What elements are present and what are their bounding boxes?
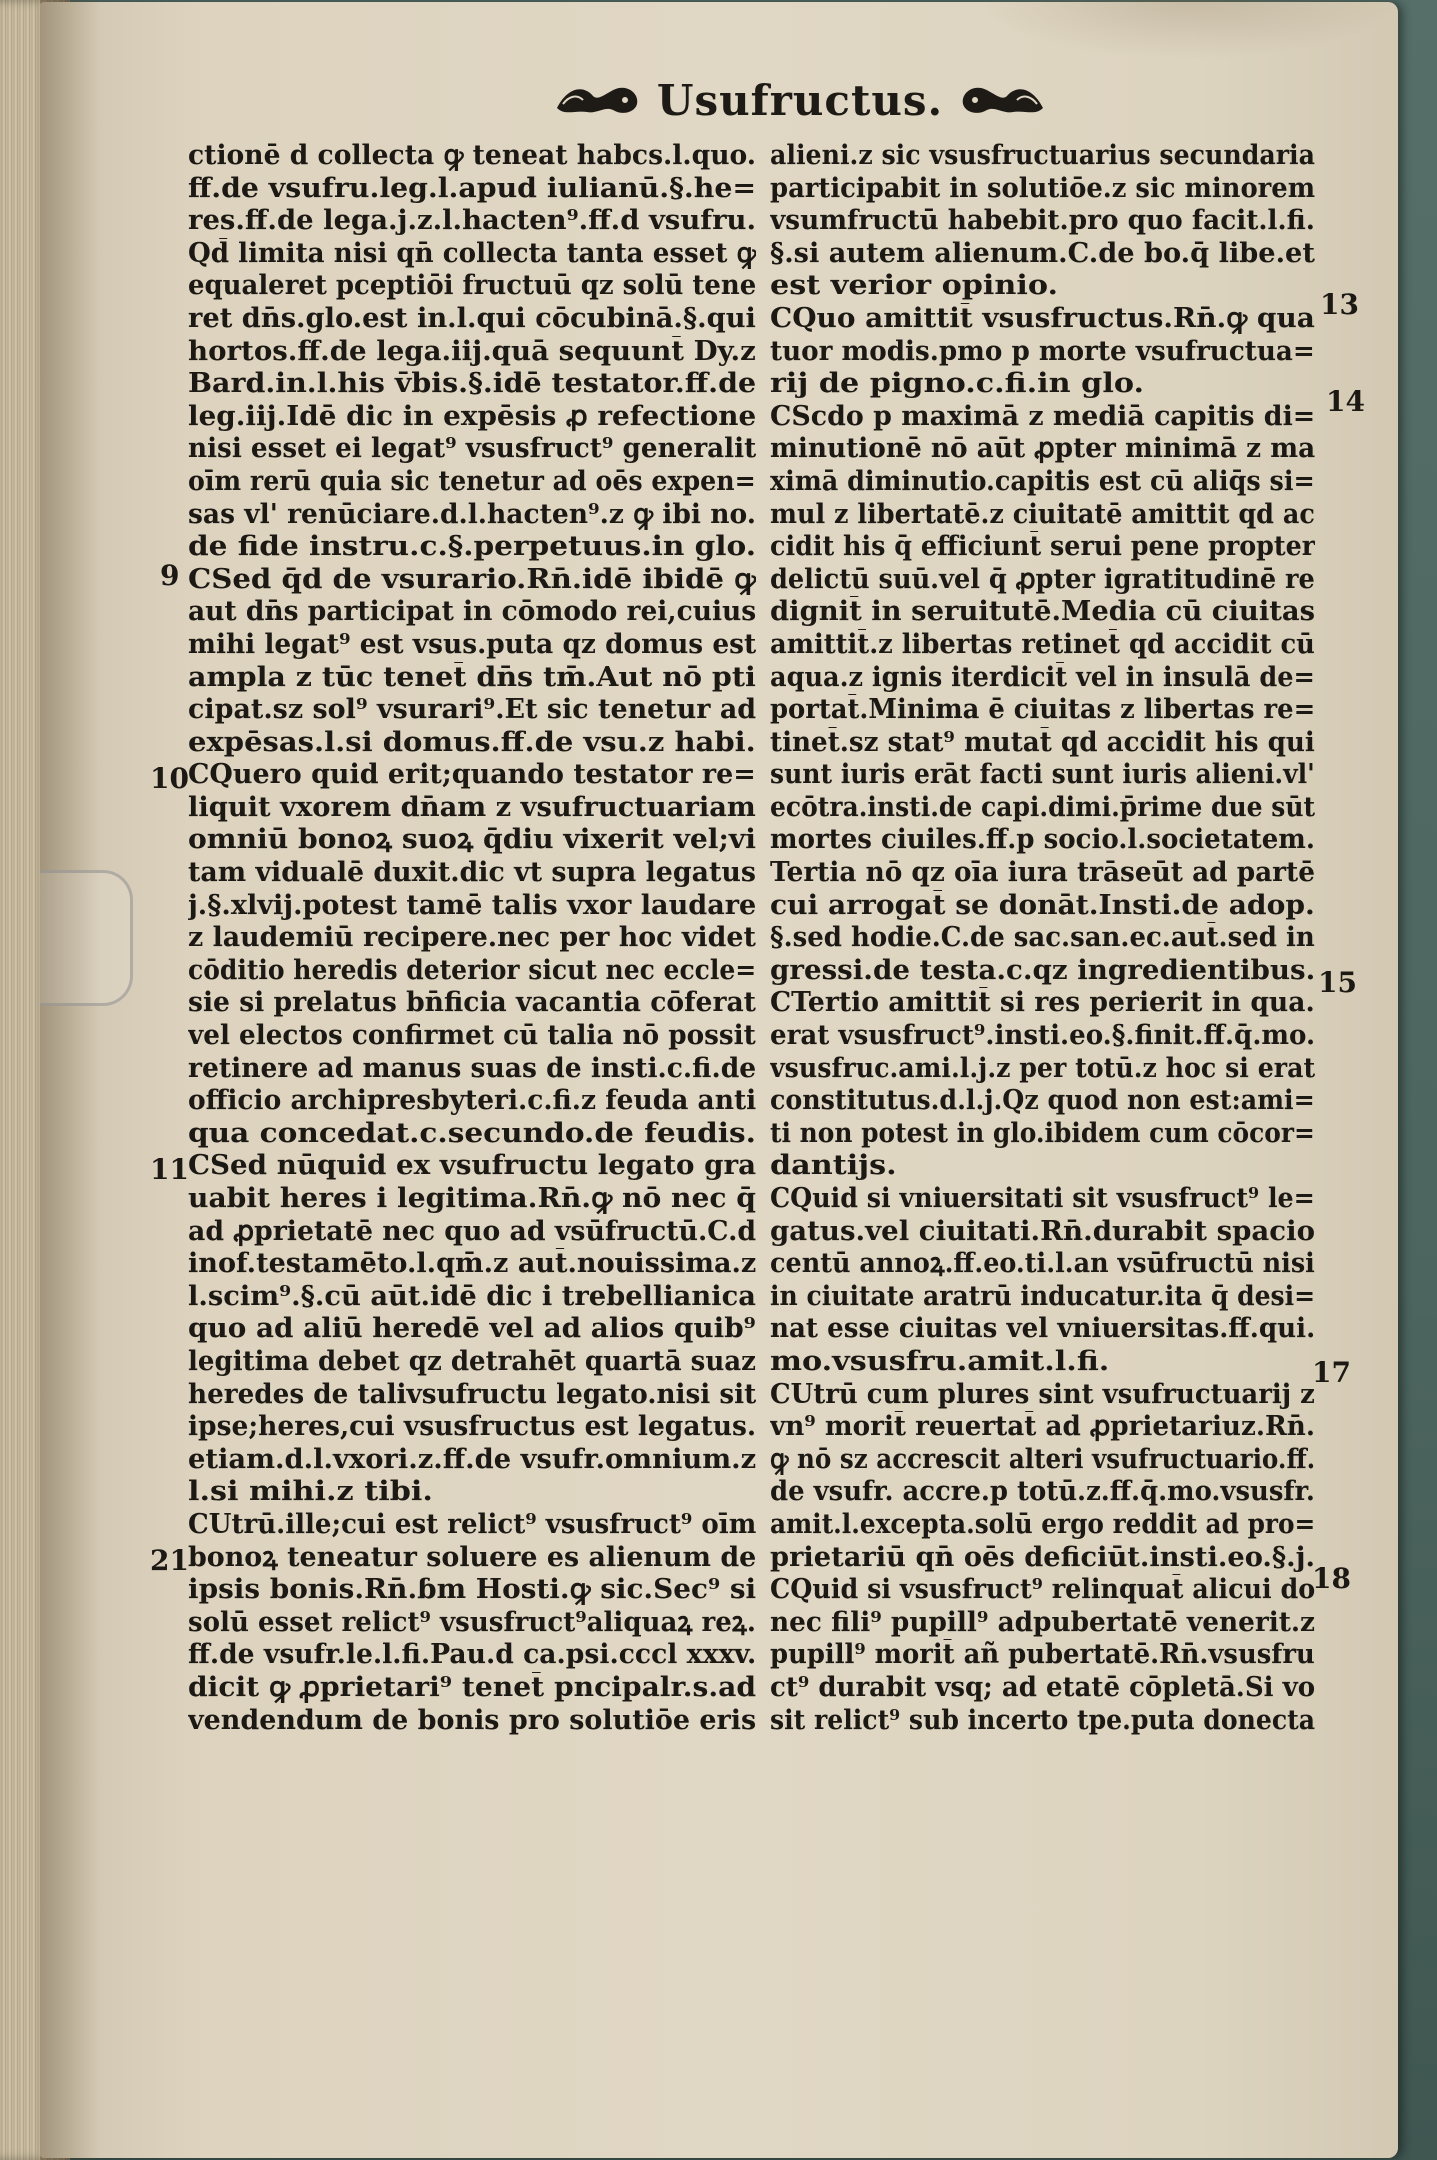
text-line: legitima debet qz detrahēt quartā suaz xyxy=(188,1345,756,1377)
text-line: mihi legat⁹ est vsus.puta qz domus est xyxy=(188,628,756,660)
left-margin-number: 9 xyxy=(160,559,180,592)
page-clip xyxy=(40,870,133,1006)
text-line: participabit in solutiōe.z sic minorem xyxy=(770,172,1315,204)
text-line: in ciuitate aratrū inducatur.ita q̄ desi= xyxy=(770,1280,1315,1312)
text-line: leg.iij.Idē dic in expēsis ꝓ refectione xyxy=(188,400,756,432)
text-line: Qd̄ limita nisi qn̄ collecta tanta esset ꝙ xyxy=(188,237,756,269)
text-line: ct⁹ durabit vsq; ad etatē cōpletā.Si vo xyxy=(770,1671,1315,1703)
text-line: gressi.de testa.c.qz ingredientibus. xyxy=(770,954,1315,986)
text-line: CTertio amittit̄ si res perierit in qua. xyxy=(770,987,1315,1019)
text-line: ti non potest in glo.ibidem cum cōcor= xyxy=(770,1117,1315,1149)
text-line: CQuid si vniuersitati sit vsusfruct⁹ le= xyxy=(770,1183,1315,1214)
left-margin-number: 21 xyxy=(150,1544,189,1577)
text-line: equaleret pceptiōi fructuū qz solū tene xyxy=(188,270,756,302)
text-line: omniū bonoꝝ suoꝝ q̄diu vixerit vel;vi xyxy=(188,824,756,856)
right-margin-number: 17 xyxy=(1312,1356,1351,1389)
text-line: est verior opinio. xyxy=(770,270,1059,302)
text-line: etiam.d.l.vxori.z.ff.de vsufr.omnium.z xyxy=(188,1443,756,1475)
left-margin-number: 10 xyxy=(150,762,189,795)
text-line: prietariū qn̄ oēs deficiūt.insti.eo.§.j. xyxy=(770,1541,1315,1573)
text-line: aqua.z ignis iterdicit̄ vel in insulā de= xyxy=(770,661,1315,693)
text-line: nisi esset ei legat⁹ vsusfruct⁹ generalit xyxy=(188,433,756,465)
paper-stain xyxy=(980,0,1400,60)
right-margin-number: 13 xyxy=(1320,288,1359,321)
text-line: mortes ciuiles.ff.p socio.l.societatem. xyxy=(770,824,1315,856)
text-line: nat esse ciuitas vel vniuersitas.ff.qui. xyxy=(770,1313,1315,1345)
text-line: ampla z tūc tenet̄ dn̄s tm̄.Aut nō pti xyxy=(188,661,756,693)
right-margin-number: 18 xyxy=(1312,1562,1351,1595)
text-line: ꝙ nō sz accrescit alteri vsufructuario.ff. xyxy=(770,1443,1315,1475)
text-line: nec fili⁹ pupill⁹ adpubertatē venerit.z xyxy=(770,1606,1315,1638)
text-line: sas vl' renūciare.d.l.hacten⁹.z ꝙ ibi no. xyxy=(188,498,756,530)
text-line: expēsas.l.si domus.ff.de vsu.z habi. xyxy=(188,726,756,758)
text-line: CQuid si vsusfruct⁹ relinquat̄ alicui do xyxy=(770,1574,1315,1606)
text-line: z laudemiū recipere.nec per hoc videt xyxy=(188,922,756,954)
text-line: officio archipresbyteri.c.fi.z feuda anti xyxy=(188,1085,756,1117)
text-line: amit.l.excepta.solū ergo reddit ad pro= xyxy=(770,1508,1315,1540)
text-line: dicit ꝙ ꝓprietari⁹ tenet̄ pncipalr.s.ad xyxy=(188,1671,756,1703)
text-line: uabit heres i legitima.Rn̄.ꝙ nō nec q̄ xyxy=(188,1183,756,1214)
text-line: CUtrū.ille;cui est relict⁹ vsusfruct⁹ oīm xyxy=(188,1508,756,1540)
text-line: vsumfructū habebit.pro quo facit.l.fi. xyxy=(770,205,1315,237)
text-line: vsusfruc.ami.l.j.z per totū.z hoc si erat xyxy=(770,1052,1315,1084)
text-line: cidit his q̄ efficiunt̄ serui pene propter xyxy=(770,531,1315,563)
text-line: §.si autem alienum.C.de bo.q̄ libe.et xyxy=(770,237,1315,269)
text-line: dantijs. xyxy=(770,1150,897,1182)
text-line: hortos.ff.de lega.iij.quā sequunt̄ Dy.z xyxy=(188,335,756,367)
text-line: CScdo p maximā z mediā capitis di= xyxy=(770,400,1315,432)
text-line: mul z libertatē.z ciuitatē amittit qd ac xyxy=(770,498,1315,530)
right-ornament-icon xyxy=(957,78,1047,122)
text-line: ff.de vsufru.leg.l.apud iulianū.§.he= xyxy=(188,172,756,204)
left-margin-number: 11 xyxy=(150,1153,189,1186)
text-line: centū annoꝝ.ff.eo.ti.l.an vsūfructū nisi xyxy=(770,1248,1315,1280)
gutter-shadow xyxy=(40,0,100,2160)
running-head xyxy=(540,70,1060,130)
text-line: CUtrū cum plures sint vsufructuarij z xyxy=(770,1378,1315,1410)
text-line: ret dn̄s.glo.est in.l.qui cōcubinā.§.qui xyxy=(188,302,756,334)
text-line: Bard.in.l.his v̄bis.§.idē testator.ff.de xyxy=(188,368,756,400)
text-line: cōditio heredis deterior sicut nec eccle= xyxy=(188,954,756,986)
text-line: cui arrogat̄ se donāt.Insti.de adop. xyxy=(770,889,1315,921)
text-line: dignit̄ in seruitutē.Media cū ciuitas xyxy=(770,596,1315,628)
text-line: minutionē nō aūt ꝓpter minimā z ma xyxy=(770,433,1315,465)
text-line: de vsufr. accre.p totū.z.ff.q̄.mo.vsusfr. xyxy=(770,1476,1315,1508)
text-line: j.§.xlvij.potest tamē talis vxor laudare xyxy=(188,889,756,921)
text-line: sit relict⁹ sub incerto tpe.puta donecta xyxy=(770,1704,1315,1736)
text-line: delictū suū.vel q̄ ꝓpter igratitudinē re xyxy=(770,563,1315,595)
text-line: ad ꝓprietatē nec quo ad vsūfructū.C.d xyxy=(188,1215,756,1247)
text-line: solū esset relict⁹ vsusfruct⁹aliquaꝝ reꝝ. xyxy=(188,1606,756,1638)
text-line: mo.vsusfru.amit.l.fi. xyxy=(770,1345,1110,1377)
left-text-column xyxy=(188,140,756,1737)
text-line: vendendum de bonis pro solutiōe eris xyxy=(188,1704,756,1736)
text-line: heredes de talivsufructu legato.nisi sit xyxy=(188,1378,756,1410)
text-line: tam vidualē duxit.dic vt supra legatus xyxy=(188,857,756,889)
text-line: pupill⁹ morit̄ añ pubertatē.Rn̄.vsusfru xyxy=(770,1639,1315,1671)
text-line: erat vsusfruct⁹.insti.eo.§.finit.ff.q̄.mo. xyxy=(770,1020,1315,1052)
text-line: ff.de vsufr.le.l.fi.Pau.d ca.psi.cccl xxxv. xyxy=(188,1639,756,1671)
text-line: constitutus.d.l.j.Qz quod non est:ami= xyxy=(770,1085,1315,1117)
text-line: alieni.z sic vsusfructuarius secundaria xyxy=(770,140,1315,171)
text-line: ctionē d collecta ꝙ teneat habcs.l.quo. xyxy=(188,140,756,171)
text-line: ximā diminutio.capitis est cū aliq̄s si= xyxy=(770,465,1315,497)
text-line: CQuero quid erit;quando testator re= xyxy=(188,759,756,791)
text-line: oīm rerū quia sic tenetur ad oēs expen= xyxy=(188,465,756,497)
right-margin-number: 15 xyxy=(1318,966,1357,999)
right-text-column xyxy=(770,140,1315,1737)
text-line: aut dn̄s participat in cōmodo rei,cuius xyxy=(188,596,756,628)
text-line: ecōtra.insti.de capi.dimi.p̄rime due sūt xyxy=(770,791,1315,823)
text-line: CSed q̄d de vsurario.Rn̄.idē ibidē ꝙ xyxy=(188,563,756,595)
text-line: CQuo amittit̄ vsusfructus.Rn̄.ꝙ qua xyxy=(770,302,1315,334)
text-line: l.si mihi.z tibi. xyxy=(188,1476,433,1508)
text-line: inof.testamēto.l.qm̄.z aut̄.nouissima.z xyxy=(188,1248,756,1280)
text-line: vn⁹ morit̄ reuertat̄ ad ꝓprietariuz.Rn̄. xyxy=(770,1411,1315,1443)
text-line: liquit vxorem dn̄am z vsufructuariam xyxy=(188,791,756,823)
text-line: sie si prelatus bn̄ficia vacantia cōferat xyxy=(188,987,756,1019)
text-line: res.ff.de lega.j.z.l.hacten⁹.ff.d vsufru. xyxy=(188,205,756,237)
left-ornament-icon xyxy=(553,78,643,122)
running-head-title: Usufructus. xyxy=(656,75,944,125)
text-line: ipsis bonis.Rn̄.ɓm Hosti.ꝙ sic.Sec⁹ si xyxy=(188,1574,756,1606)
text-line: quo ad aliū heredē vel ad alios quib⁹ xyxy=(188,1313,756,1345)
text-line: vel electos confirmet cū talia nō possit xyxy=(188,1020,756,1052)
text-line: CSed nūquid ex vsufructu legato gra xyxy=(188,1150,756,1182)
text-line: l.scim⁹.§.cū aūt.idē dic i trebellianica xyxy=(188,1280,756,1312)
text-line: tuor modis.pmo p morte vsufructua= xyxy=(770,335,1315,367)
text-line: rij de pigno.c.fi.in glo. xyxy=(770,368,1144,400)
text-line: ipse;heres,cui vsusfructus est legatus. xyxy=(188,1411,756,1443)
text-line: portat̄.Minima ē ciuitas z libertas re= xyxy=(770,694,1315,726)
text-line: §.sed hodie.C.de sac.san.ec.aut̄.sed in xyxy=(770,922,1315,954)
text-line: retinere ad manus suas de insti.c.fi.de xyxy=(188,1052,756,1084)
text-line: amittit̄.z libertas retinet̄ qd accidit cū xyxy=(770,628,1315,660)
text-line: sunt iuris erāt facti sunt iuris alieni.vl' xyxy=(770,759,1315,791)
text-line: bonoꝝ teneatur soluere es alienum de xyxy=(188,1541,756,1573)
right-margin-number: 14 xyxy=(1326,385,1365,418)
text-line: de fide instru.c.§.perpetuus.in glo. xyxy=(188,531,756,563)
text-line: cipat.sz sol⁹ vsurari⁹.Et sic tenetur ad xyxy=(188,694,756,726)
text-line: Tertia nō qz oīa iura trāseūt ad partē xyxy=(770,857,1315,889)
text-line: qua concedat.c.secundo.de feudis. xyxy=(188,1117,756,1149)
text-line: gatus.vel ciuitati.Rn̄.durabit spacio xyxy=(770,1215,1315,1247)
text-line: tinet̄.sz stat⁹ mutat̄ qd accidit his qui xyxy=(770,726,1315,758)
